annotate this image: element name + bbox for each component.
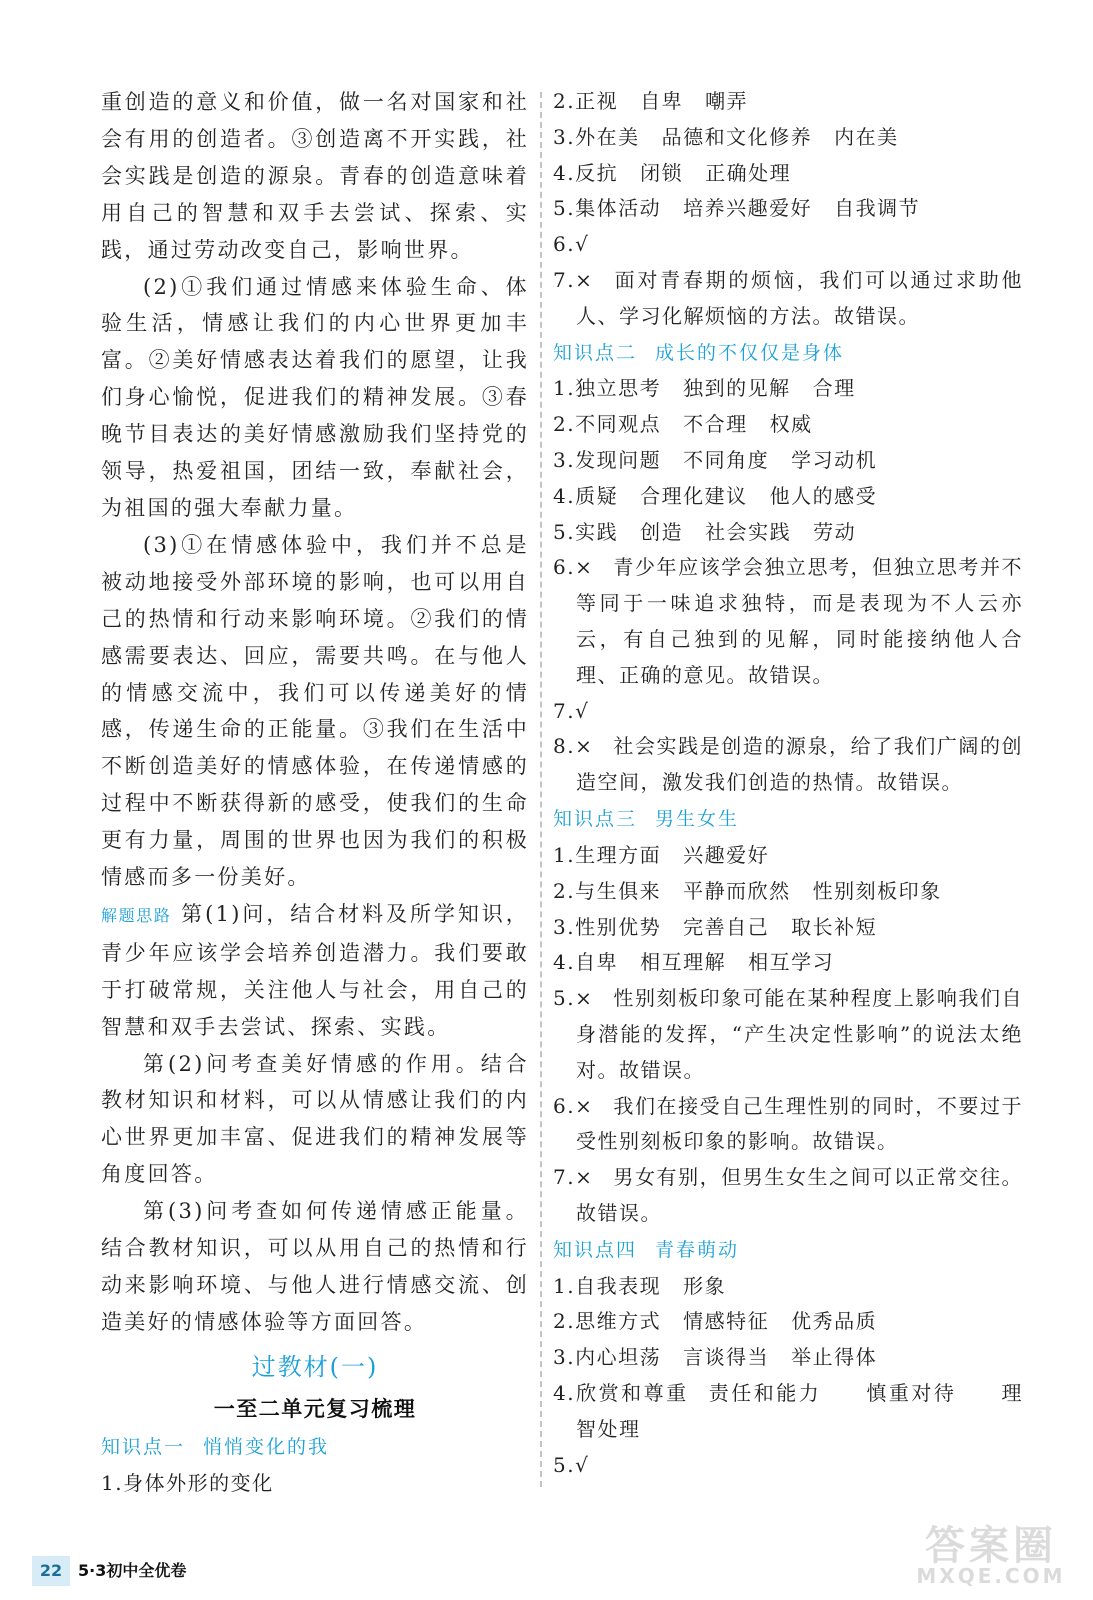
- section-heading-2: 知识点二 成长的不仅仅是身体: [553, 341, 845, 364]
- page-number-badge: 22: [32, 1556, 70, 1586]
- answer-paragraph: (3)①在情感体验中，我们并不总是被动地接受外部环境的影响，也可以用自己的热情和行动来影响环境。②我们的情感需要表达、回应，需要共鸣。在与他人的情感交流中，我们可以传递美好的情感，传递生命的正能量。③我们在生活中不断创造美好的情感体验，在传递情感的过程中不断获得新的感受，使我们的生命更有力量，周围的世界也因为我们的积极情感而多一份美好。: [101, 532, 529, 890]
- answer-item: 6.× 青少年应该学会独立思考，但独立思考并不等同于一味追求独特，而是表现为不人云亦云，有自己独到的见解，同时能接纳他人合理、正确的意见。故错误。: [553, 555, 1023, 687]
- answer-item: 8.× 社会实践是创造的源泉，给了我们广阔的创造空间，激发我们创造的热情。故错误。: [553, 734, 1023, 795]
- section-heading-3: 知识点三 男生女生: [553, 808, 740, 831]
- chapter-title: 过教材(一): [251, 1352, 379, 1381]
- answer-item: 6.× 我们在接受自己生理性别的同时，不要过于受性别刻板印象的影响。故错误。: [553, 1093, 1023, 1154]
- chapter-subtitle: 一至二单元复习梳理: [213, 1395, 417, 1421]
- answer-item: 1.独立思考 独到的见解 合理: [553, 376, 856, 401]
- tip-paragraph: 第(2)问考查美好情感的作用。结合教材知识和材料，可以从情感让我们的内心世界更加丰富、促进我们的精神发展等角度回答。: [101, 1051, 529, 1187]
- answer-item: 3.外在美 品德和文化修养 内在美: [553, 124, 899, 149]
- answer-item: 2.不同观点 不合理 权威: [553, 412, 813, 437]
- answer-item: 4.自卑 相互理解 相互学习: [553, 950, 835, 975]
- answer-item: 2.思维方式 情感特征 优秀品质: [553, 1309, 878, 1334]
- answer-item: 5.实践 创造 社会实践 劳动: [553, 519, 857, 544]
- book-title: 5·3初中全优卷: [78, 1561, 187, 1580]
- answer-item: 1.自我表现 形象: [553, 1273, 727, 1298]
- answer-item: 4.欣赏和尊重 责任和能力 慎重对待 理智处理: [553, 1381, 1023, 1441]
- answer-item: 3.性别优势 完善自己 取长补短: [553, 914, 878, 939]
- answer-item: 7.× 面对青春期的烦恼，我们可以通过求助他人、学习化解烦恼的方法。故错误。: [553, 267, 1023, 328]
- answer-item: 7.√: [553, 698, 590, 723]
- answer-item: 5.× 性别刻板印象可能在某种程度上影响我们自身潜能的发挥，“产生决定性影响”的说法太绝对。故错误。: [553, 986, 1023, 1082]
- answer-item: 2.正视 自卑 嘲弄: [553, 89, 749, 113]
- watermark-logo: [901, 1514, 1081, 1594]
- right-column: [553, 84, 1023, 1483]
- answer-item: 7.× 男女有别，但男生女生之间可以正常交往。故错误。: [553, 1165, 1023, 1225]
- watermark-text: 答案圈: [925, 1523, 1057, 1569]
- answer-item: 1.生理方面 兴趣爱好: [553, 842, 770, 867]
- answer-item: 2.与生俱来 平静而欣然 性别刻板印象: [553, 878, 942, 903]
- answer-item: 6.√: [553, 232, 590, 257]
- section-heading-1: 知识点一 悄悄变化的我: [101, 1435, 330, 1458]
- left-column: [101, 84, 529, 1502]
- section-heading-4: 知识点四 青春萌动: [553, 1238, 740, 1261]
- answer-item: 4.质疑 合理化建议 他人的感受: [553, 483, 878, 508]
- answer-item: 1.身体外形的变化: [101, 1470, 274, 1495]
- column-divider: [540, 92, 542, 1487]
- tip-paragraph: 第(3)问考查如何传递情感正能量。结合教材知识，可以从用自己的热情和行动来影响环境、与他人进行情感交流、创造美好的情感体验等方面回答。: [101, 1199, 529, 1334]
- solution-tip-label: 解题思路: [101, 905, 172, 925]
- answer-item: 4.反抗 闭锁 正确处理: [553, 160, 792, 185]
- answer-item: 5.集体活动 培养兴趣爱好 自我调节: [553, 196, 921, 221]
- watermark-url: MXQE.COM: [916, 1564, 1066, 1588]
- answer-paragraph: (2)①我们通过情感来体验生命、体验生活，情感让我们的内心世界更加丰富。②美好情感表达着我们的愿望，让我们身心愉悦，促进我们的精神发展。③春晚节目表达的美好情感激励我们坚持党的领导，热爱祖国，团结一致，奉献社会，为祖国的强大奉献力量。: [101, 274, 529, 520]
- answer-paragraph: 重创造的意义和价值，做一名对国家和社会有用的创造者。③创造离不开实践，社会实践是创造的源泉。青春的创造意味着用自己的智慧和双手去尝试、探索、实践，通过劳动改变自己，影响世界。: [101, 90, 529, 262]
- solution-tip: [101, 896, 529, 1046]
- solution-tip-text: 第(1)问，结合材料及所学知识，青少年应该学会培养创造潜力。我们要敢于打破常规，关注他人与社会，用自己的智慧和双手去尝试、探索、实践。: [101, 901, 529, 1039]
- answer-item: 5.√: [553, 1452, 590, 1477]
- answer-item: 3.发现问题 不同角度 学习动机: [553, 448, 878, 473]
- answer-item: 3.内心坦荡 言谈得当 举止得体: [553, 1345, 878, 1370]
